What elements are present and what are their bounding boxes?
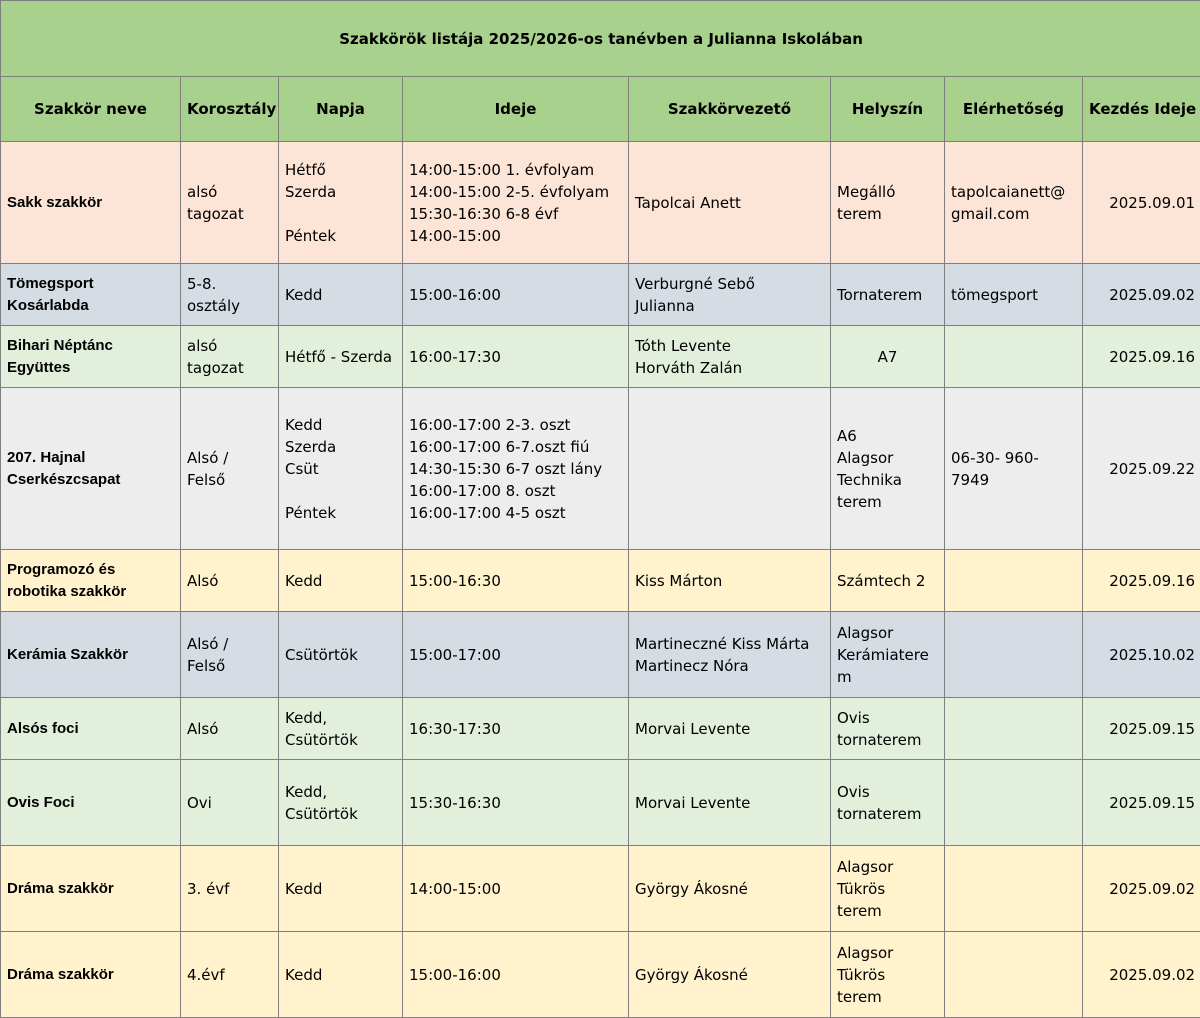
cell-line: Alsós foci — [7, 718, 174, 740]
header-leader[interactable]: Szakkörvezető — [629, 77, 831, 142]
cell-line: osztály — [187, 295, 272, 317]
cell-line: Ovis — [837, 781, 938, 803]
cell-line: 16:00-17:00 8. oszt — [409, 480, 622, 502]
cell-line: 15:00-16:00 — [409, 284, 622, 306]
cell-line: Kiss Márton — [635, 570, 824, 592]
cell-line: Csütörtök — [285, 729, 396, 751]
cell-days[interactable] — [279, 326, 403, 388]
cell-contact[interactable] — [945, 388, 1083, 550]
cell-line: Bihari Néptánc — [7, 335, 174, 357]
cell-line: Alsó / — [187, 447, 272, 469]
cell-line: 14:30-15:30 6-7 oszt lány — [409, 458, 622, 480]
cell-age-group[interactable] — [181, 846, 279, 932]
cell-line: Dráma szakkör — [7, 878, 174, 900]
cell-days[interactable] — [279, 612, 403, 698]
table-row — [1, 326, 1200, 388]
cell-line: Tükrös — [837, 878, 938, 900]
cell-contact[interactable] — [945, 264, 1083, 326]
cell-line: Tapolcai Anett — [635, 192, 824, 214]
cell-line: 16:00-17:30 — [409, 346, 622, 368]
cell-line: alsó — [187, 181, 272, 203]
cell-line: 16:00-17:00 4-5 oszt — [409, 502, 622, 524]
cell-location[interactable] — [831, 264, 945, 326]
cell-line: Horváth Zalán — [635, 357, 824, 379]
cell-line: 2025.09.02 — [1089, 878, 1195, 900]
header-days[interactable]: Napja — [279, 77, 403, 142]
cell-line: Alagsor — [837, 942, 938, 964]
cell-line: Hétfő - Szerda — [285, 346, 396, 368]
cell-start-date[interactable] — [1083, 612, 1200, 698]
cell-line: Ovi — [187, 792, 272, 814]
header-row — [1, 77, 1200, 142]
cell-contact[interactable] — [945, 550, 1083, 612]
cell-line: Alagsor — [837, 856, 938, 878]
cell-line: 2025.09.22 — [1089, 458, 1195, 480]
cell-line: 2025.09.01 — [1089, 192, 1195, 214]
cell-line: Kedd — [285, 570, 396, 592]
cell-name[interactable] — [1, 612, 181, 698]
cell-age-group[interactable] — [181, 698, 279, 760]
cell-location[interactable] — [831, 612, 945, 698]
cell-contact[interactable] — [945, 932, 1083, 1018]
cell-contact[interactable] — [945, 326, 1083, 388]
cell-line: Szerda — [285, 181, 396, 203]
cell-age-group[interactable] — [181, 264, 279, 326]
table-body — [1, 142, 1200, 1018]
cell-line: tornaterem — [837, 803, 938, 825]
cell-line: 2025.09.16 — [1089, 570, 1195, 592]
cell-line: Tóth Levente — [635, 335, 824, 357]
cell-age-group[interactable] — [181, 388, 279, 550]
cell-line: Kerámia Szakkör — [7, 644, 174, 666]
header-time[interactable]: Ideje — [403, 77, 629, 142]
cell-line: 14:00-15:00 1. évfolyam — [409, 159, 622, 181]
cell-line: 15:30-16:30 — [409, 792, 622, 814]
cell-leader[interactable] — [629, 698, 831, 760]
cell-line: 15:30-16:30 6-8 évf — [409, 203, 622, 225]
table-row — [1, 760, 1200, 846]
cell-contact[interactable] — [945, 612, 1083, 698]
cell-time[interactable] — [403, 326, 629, 388]
cell-line: Ovis — [837, 707, 938, 729]
cell-time[interactable] — [403, 932, 629, 1018]
cell-line: Csütörtök — [285, 644, 396, 666]
cell-line: 16:00-17:00 6-7.oszt fiú — [409, 436, 622, 458]
cell-line: György Ákosné — [635, 964, 824, 986]
cell-line: Felső — [187, 655, 272, 677]
table-row — [1, 612, 1200, 698]
cell-age-group[interactable] — [181, 142, 279, 264]
cell-line — [951, 718, 1076, 740]
cell-start-date[interactable] — [1083, 846, 1200, 932]
cell-line: Kedd — [285, 284, 396, 306]
cell-line: 2025.09.02 — [1089, 964, 1195, 986]
cell-line — [635, 458, 824, 480]
table-row — [1, 698, 1200, 760]
cell-line: Csüt — [285, 458, 396, 480]
cell-location[interactable] — [831, 388, 945, 550]
header-name[interactable]: Szakkör neve — [1, 77, 181, 142]
cell-line: Csütörtök — [285, 803, 396, 825]
cell-line: Alsó — [187, 570, 272, 592]
cell-name[interactable] — [1, 760, 181, 846]
cell-time[interactable] — [403, 612, 629, 698]
cell-line — [951, 878, 1076, 900]
cell-time[interactable] — [403, 142, 629, 264]
cell-contact[interactable] — [945, 846, 1083, 932]
cell-line: Alsó — [187, 718, 272, 740]
cell-line: 15:00-16:00 — [409, 964, 622, 986]
cell-line: A7 — [837, 346, 938, 368]
cell-line: gmail.com — [951, 203, 1076, 225]
cell-line — [951, 792, 1076, 814]
cell-leader[interactable] — [629, 760, 831, 846]
cell-line: 2025.09.16 — [1089, 346, 1195, 368]
cell-line: Péntek — [285, 225, 396, 247]
cell-line: Péntek — [285, 502, 396, 524]
cell-line: Julianna — [635, 295, 824, 317]
cell-time[interactable] — [403, 264, 629, 326]
cell-age-group[interactable] — [181, 326, 279, 388]
table-row — [1, 932, 1200, 1018]
cell-line: terem — [837, 900, 938, 922]
table-row — [1, 388, 1200, 550]
cell-line: György Ákosné — [635, 878, 824, 900]
cell-age-group[interactable] — [181, 932, 279, 1018]
cell-days[interactable] — [279, 550, 403, 612]
header-start-date[interactable]: Kezdés Ideje — [1083, 77, 1200, 142]
cell-line: A6 — [837, 425, 938, 447]
cell-line: tornaterem — [837, 729, 938, 751]
cell-start-date[interactable] — [1083, 698, 1200, 760]
cell-line: 2025.09.15 — [1089, 718, 1195, 740]
cell-start-date[interactable] — [1083, 388, 1200, 550]
cell-line: 16:30-17:30 — [409, 718, 622, 740]
cell-line: tapolcaianett@ — [951, 181, 1076, 203]
cell-contact[interactable] — [945, 142, 1083, 264]
cell-days[interactable] — [279, 698, 403, 760]
cell-line: Martineczné Kiss Márta — [635, 633, 824, 655]
cell-line: Sakk szakkör — [7, 192, 174, 214]
cell-line — [951, 964, 1076, 986]
cell-line: 14:00-15:00 — [409, 225, 622, 247]
cell-location[interactable] — [831, 142, 945, 264]
cell-line — [951, 644, 1076, 666]
table-row — [1, 264, 1200, 326]
cell-line — [285, 203, 396, 225]
cell-line: terem — [837, 203, 938, 225]
cell-start-date[interactable] — [1083, 326, 1200, 388]
cell-start-date[interactable] — [1083, 550, 1200, 612]
cell-name[interactable] — [1, 326, 181, 388]
cell-line: tagozat — [187, 203, 272, 225]
cell-time[interactable] — [403, 698, 629, 760]
cell-line: Alagsor — [837, 622, 938, 644]
cell-line — [951, 570, 1076, 592]
cell-line: Alagsor — [837, 447, 938, 469]
cell-line — [951, 346, 1076, 368]
cell-leader[interactable] — [629, 846, 831, 932]
cell-line: Tömegsport — [7, 273, 174, 295]
cell-days[interactable] — [279, 264, 403, 326]
header-contact[interactable]: Elérhetőség — [945, 77, 1083, 142]
header-age-group[interactable]: Korosztály — [181, 77, 279, 142]
cell-name[interactable] — [1, 698, 181, 760]
cell-name[interactable] — [1, 550, 181, 612]
cell-line: Kedd, — [285, 707, 396, 729]
cell-name[interactable] — [1, 264, 181, 326]
table-row — [1, 550, 1200, 612]
cell-line: Programozó és — [7, 559, 174, 581]
cell-days[interactable] — [279, 760, 403, 846]
cell-line: tagozat — [187, 357, 272, 379]
cell-line: Alsó / — [187, 633, 272, 655]
cell-line: 7949 — [951, 469, 1076, 491]
cell-leader[interactable] — [629, 142, 831, 264]
cell-line: Hétfő — [285, 159, 396, 181]
cell-line: Kosárlabda — [7, 295, 174, 317]
cell-line: 2025.09.15 — [1089, 792, 1195, 814]
cell-line: terem — [837, 491, 938, 513]
cell-location[interactable] — [831, 932, 945, 1018]
cell-time[interactable] — [403, 550, 629, 612]
cell-line: tömegsport — [951, 284, 1076, 306]
cell-name[interactable] — [1, 846, 181, 932]
cell-line: Tükrös — [837, 964, 938, 986]
cell-line: Cserkészcsapat — [7, 469, 174, 491]
cell-age-group[interactable] — [181, 760, 279, 846]
cell-age-group[interactable] — [181, 612, 279, 698]
cell-line: Martinecz Nóra — [635, 655, 824, 677]
cell-line: Tornaterem — [837, 284, 938, 306]
cell-leader[interactable] — [629, 612, 831, 698]
cell-line: 06-30- 960- — [951, 447, 1076, 469]
cell-start-date[interactable] — [1083, 932, 1200, 1018]
cell-line: 14:00-15:00 2-5. évfolyam — [409, 181, 622, 203]
cell-line: 3. évf — [187, 878, 272, 900]
cell-time[interactable] — [403, 388, 629, 550]
title-row — [1, 1, 1200, 77]
cell-line: 15:00-16:30 — [409, 570, 622, 592]
cell-line: 2025.10.02 — [1089, 644, 1195, 666]
cell-line: Megálló — [837, 181, 938, 203]
cell-line: 5-8. — [187, 273, 272, 295]
cell-days[interactable] — [279, 388, 403, 550]
cell-line: Kedd — [285, 414, 396, 436]
cell-contact[interactable] — [945, 698, 1083, 760]
cell-line: Morvai Levente — [635, 792, 824, 814]
cell-name[interactable] — [1, 142, 181, 264]
cell-line: Morvai Levente — [635, 718, 824, 740]
cell-line: terem — [837, 986, 938, 1008]
cell-line: 4.évf — [187, 964, 272, 986]
cell-days[interactable] — [279, 846, 403, 932]
header-location[interactable]: Helyszín — [831, 77, 945, 142]
cell-time[interactable] — [403, 760, 629, 846]
cell-line: Együttes — [7, 357, 174, 379]
table-row — [1, 846, 1200, 932]
cell-start-date[interactable] — [1083, 142, 1200, 264]
cell-line: Felső — [187, 469, 272, 491]
cell-line: Számtech 2 — [837, 570, 938, 592]
cell-line: Kedd — [285, 964, 396, 986]
cell-contact[interactable] — [945, 760, 1083, 846]
cell-line: Technika — [837, 469, 938, 491]
cell-line: Ovis Foci — [7, 792, 174, 814]
cell-location[interactable] — [831, 846, 945, 932]
cell-time[interactable] — [403, 846, 629, 932]
table-title[interactable]: Szakkörök listája 2025/2026-os tanévben a Julianna Iskolában — [1, 1, 1200, 77]
cell-line — [285, 480, 396, 502]
table-row — [1, 142, 1200, 264]
cell-line: 207. Hajnal — [7, 447, 174, 469]
cell-name[interactable] — [1, 932, 181, 1018]
cell-line: robotika szakkör — [7, 581, 174, 603]
cell-leader[interactable] — [629, 932, 831, 1018]
cell-line: 16:00-17:00 2-3. oszt — [409, 414, 622, 436]
cell-line: Verburgné Sebő — [635, 273, 824, 295]
cell-start-date[interactable] — [1083, 760, 1200, 846]
cell-line: alsó — [187, 335, 272, 357]
cell-leader[interactable] — [629, 264, 831, 326]
cell-line: Kedd, — [285, 781, 396, 803]
cell-leader[interactable] — [629, 388, 831, 550]
cell-line: Kerámiatere — [837, 644, 938, 666]
cell-location[interactable] — [831, 550, 945, 612]
cell-location[interactable] — [831, 698, 945, 760]
cell-name[interactable] — [1, 388, 181, 550]
cell-location[interactable] — [831, 760, 945, 846]
cell-line: 14:00-15:00 — [409, 878, 622, 900]
cell-line: 15:00-17:00 — [409, 644, 622, 666]
cell-days[interactable] — [279, 932, 403, 1018]
cell-line: Szerda — [285, 436, 396, 458]
cell-line: 2025.09.02 — [1089, 284, 1195, 306]
cell-line: m — [837, 666, 938, 688]
cell-line: Kedd — [285, 878, 396, 900]
cell-days[interactable] — [279, 142, 403, 264]
cell-location[interactable] — [831, 326, 945, 388]
cell-age-group[interactable] — [181, 550, 279, 612]
cell-line: Dráma szakkör — [7, 964, 174, 986]
cell-leader[interactable] — [629, 550, 831, 612]
cell-leader[interactable] — [629, 326, 831, 388]
cell-start-date[interactable] — [1083, 264, 1200, 326]
